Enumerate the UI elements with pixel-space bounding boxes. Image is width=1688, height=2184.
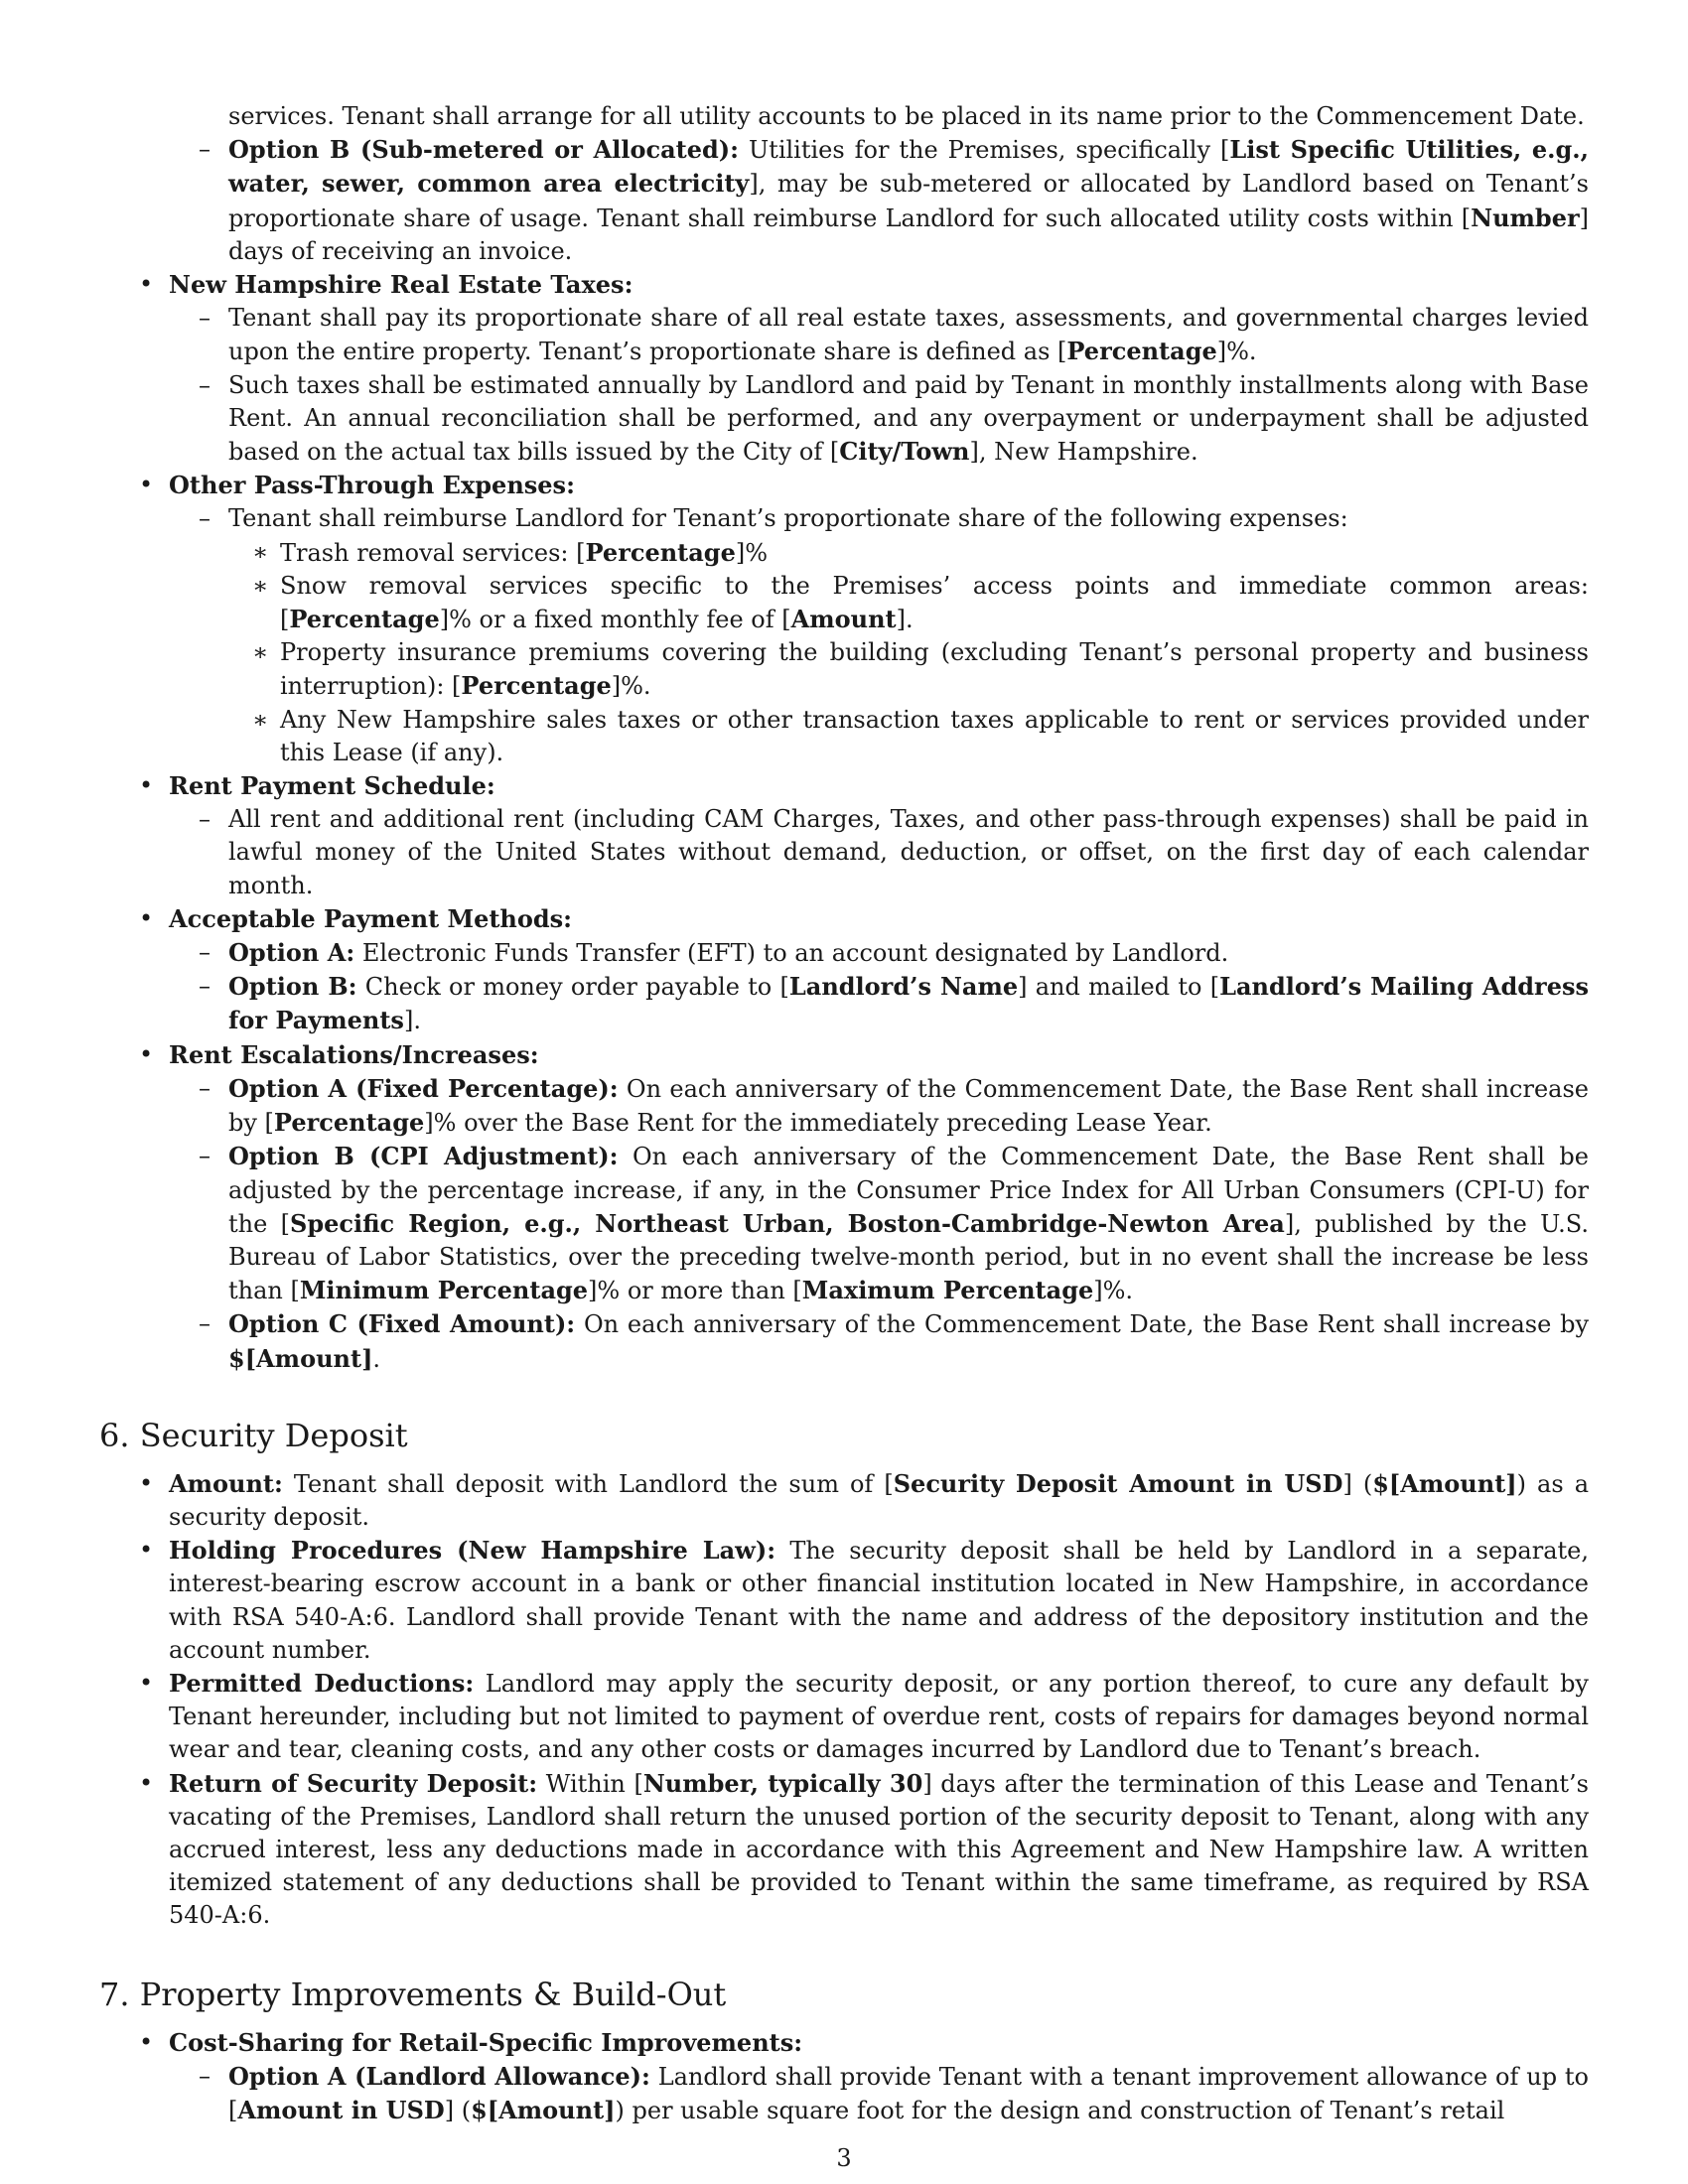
dash-marker: – — [199, 135, 211, 164]
dash-marker: – — [199, 972, 211, 1001]
payment-option-b: – Option B: Check or money order payable to [Landlord’s Name] and mailed to [Landlord’s Mailing Address for Payments]. — [199, 972, 1589, 1035]
dash-marker: – — [199, 504, 211, 533]
utilities-option-b: – Option B (Sub-metered or Allocated): Utilities for the Premises, specifically [List Specific Utilities, e.g., water, sewer, common area electricity], may be sub-metered or allocated by Landlord based on Tenant’s proportionate share of usage. Tenant shall reimburse Landlord for such allocated utility costs within [Number] days of receiving an invoice. — [199, 135, 1590, 265]
deposit-deductions: • Permitted Deductions: Landlord may apply the security deposit, or any portion thereof, to cure any default by Tenant hereunder, including but not limited to payment of overdue rent, costs of repairs for damages beyond normal wear and tear, cleaning costs, and any other costs or damages incurred by Landlord due to Tenant’s breach. — [139, 1668, 1589, 1764]
improvement-option-a: – Option A (Landlord Allowance): Landlord shall provide Tenant with a tenant improvement allowance of up to [Amount in USD] ($[Amount]) per usable square foot for the design and construction of Tenant’s retail — [199, 2061, 1589, 2124]
escalation-option-a: – Option A (Fixed Percentage): On each anniversary of the Commencement Date, the Base Rent shall increase by [Percentage]% over the Base Rent for the immediately preceding Lease Year. — [199, 1073, 1589, 1138]
bullet-marker: • — [139, 270, 154, 299]
dash-marker: – — [199, 1309, 211, 1338]
pass-through-sales-tax: ∗ Any New Hampshire sales taxes or other transaction taxes applicable to rent or services provided under this Lease (if any). — [252, 705, 1589, 766]
pass-through-intro: – Tenant shall reimburse Landlord for Tenant’s proportionate share of the following expenses: — [228, 502, 1589, 535]
dash-marker: – — [199, 938, 211, 967]
utilities-continuation: services. Tenant shall arrange for all utility accounts to be placed in its name prior to the Commencement Date. — [228, 102, 1585, 130]
nh-taxes-item: • New Hampshire Real Estate Taxes: — [169, 268, 1589, 302]
pass-through-trash: ∗ Trash removal services: [Percentage]% — [280, 536, 1589, 570]
payment-option-a: – Option A: Electronic Funds Transfer (EFT) to an account designated by Landlord. — [228, 936, 1589, 970]
page-number: 3 — [836, 2144, 852, 2172]
bullet-marker: • — [139, 1768, 154, 1797]
asterisk-marker: ∗ — [252, 705, 269, 734]
asterisk-marker: ∗ — [252, 571, 269, 600]
bullet-marker: • — [139, 1668, 154, 1697]
bullet-marker: • — [139, 903, 154, 932]
cost-sharing-item: • Cost-Sharing for Retail-Specific Improvements: — [169, 2026, 1589, 2060]
asterisk-marker: ∗ — [252, 638, 269, 667]
rent-schedule-text: – All rent and additional rent (including CAM Charges, Taxes, and other pass-through expenses) shall be paid in lawful money of the United States without demand, deduction, or offset, on the first day of each calendar month. — [199, 805, 1589, 899]
nh-taxes-share: – Tenant shall pay its proportionate share of all real estate taxes, assessments, and governmental charges levied upon the entire property. Tenant’s proportionate share is defined as [Percentage]%. — [199, 304, 1589, 366]
page-content — [99, 100, 1589, 2127]
rent-schedule-item: • Rent Payment Schedule: — [169, 769, 1589, 803]
section-6-heading: 6. Security Deposit — [99, 1416, 408, 1454]
escalation-option-c: – Option C (Fixed Amount): On each anniversary of the Commencement Date, the Base Rent shall increase by $[Amount]. — [199, 1309, 1590, 1373]
dash-marker: – — [199, 805, 211, 834]
asterisk-marker: ∗ — [252, 537, 269, 566]
dash-marker: – — [199, 2061, 211, 2090]
bullet-marker: • — [139, 1536, 154, 1565]
dash-marker: – — [199, 1142, 211, 1170]
nh-taxes-estimate: – Such taxes shall be estimated annually by Landlord and paid by Tenant in monthly installments along with Base Rent. An annual reconciliation shall be performed, and any overpayment or underpayment shall be adjusted based on the actual tax bills issued by the City of [City/Town], New Hampshire. — [199, 370, 1589, 467]
deposit-return: • Return of Security Deposit: Within [Number, typically 30] days after the termination of this Lease and Tenant’s vacating of the Premises, Landlord shall return the unused portion of the security deposit to Tenant, along with any accrued interest, less any deductions made in accordance with this Agreement and New Hampshire law. A written itemized statement of any deductions shall be provided to Tenant within the same timeframe, as required by RSA 540-A:6. — [139, 1768, 1589, 1930]
rent-escalations-item: • Rent Escalations/Increases: — [169, 1038, 1589, 1072]
escalation-option-b: – Option B (CPI Adjustment): On each anniversary of the Commencement Date, the Base Rent shall be adjusted by the percentage increase, if any, in the Consumer Price Index for All Urban Consumers (CPI-U) for the [Specific Region, e.g., Northeast Urban, Boston-Cambridge-Newton Area], published by the U.S. Bureau of Labor Statistics, over the preceding twelve-month period, but in no event shall the increase be less than [Minimum Percentage]% or more than [Maximum Percentage]%. — [199, 1142, 1590, 1305]
deposit-holding: • Holding Procedures (New Hampshire Law): The security deposit shall be held by Landlord in a separate, interest-bearing escrow account in a bank or other financial institution located in New Hampshire, in accordance with RSA 540-A:6. Landlord shall provide Tenant with the name and address of the depository institution and the account number. — [139, 1536, 1589, 1664]
dash-marker: – — [199, 370, 211, 399]
dash-marker: – — [199, 1073, 211, 1102]
bullet-marker: • — [139, 771, 154, 800]
bullet-marker: • — [139, 1468, 154, 1497]
bullet-marker: • — [139, 2027, 154, 2056]
deposit-amount: • Amount: Tenant shall deposit with Landlord the sum of [Security Deposit Amount in USD] ($[Amount]) as a security deposit. — [139, 1468, 1590, 1531]
bullet-marker: • — [139, 471, 154, 499]
pass-through-insurance: ∗ Property insurance premiums covering the building (excluding Tenant’s personal property and business interruption): [Percentage]%. — [252, 638, 1589, 701]
pass-through-snow: ∗ Snow removal services specific to the Premises’ access points and immediate common areas: [Percentage]% or a fixed monthly fee of [Amount]. — [252, 571, 1589, 634]
section-7-heading: 7. Property Improvements & Build-Out — [99, 1975, 727, 2013]
dash-marker: – — [199, 304, 211, 333]
bullet-marker: • — [139, 1039, 154, 1068]
payment-methods-item: • Acceptable Payment Methods: — [169, 902, 1589, 936]
pass-through-item: • Other Pass-Through Expenses: — [169, 469, 1589, 502]
